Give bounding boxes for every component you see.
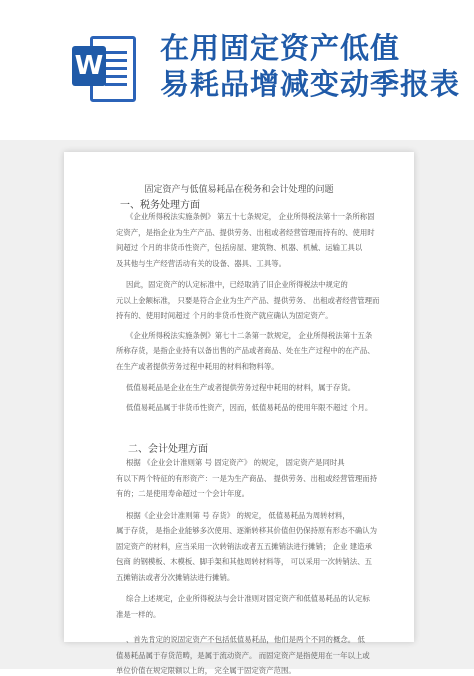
paragraph-line: 持有的、使用时间超过 个月的非货币性资产就应确认为固定资产。 xyxy=(116,311,333,320)
title-line-1: 在用固定资产低值 xyxy=(160,31,401,65)
paragraph-line: 在生产或者提供劳务过程中耗用的材料和物料等。 xyxy=(116,361,279,371)
header-banner xyxy=(0,0,474,140)
word-badge: W xyxy=(72,46,106,86)
paragraph-line: 准是一样的。 xyxy=(116,609,161,619)
paragraph-line: 间超过 个月的非货币性资产，包括房屋、建筑物、机器、机械、运输工具以 xyxy=(116,243,363,252)
word-document-icon xyxy=(72,32,134,100)
title-line-2: 易耗品增减变动季报表 xyxy=(160,67,461,101)
paragraph-line: 根据《企业会计准则第 号 存货》 的规定， 低值易耗品为周转材料， xyxy=(126,510,350,520)
paragraph-line: 及其他与生产经营活动有关的设备、器具、工具等。 xyxy=(116,258,286,268)
section-heading-tax: 一、税务处理方面 xyxy=(120,200,200,211)
paragraph-line: 低值易耗品是企业在生产或者提供劳务过程中耗用的材料，属于存货。 xyxy=(126,383,356,392)
paragraph-line: 元以上金额标准， 只要是符合企业为生产产品、提供劳务、 出租或者经营管理而 xyxy=(116,295,380,305)
paragraph-line: 根据 《企业会计准则第 号 固定资产》 的规定， 固定资产是同时具 xyxy=(126,458,345,467)
paragraph-line: 值易耗品属于存货范畴，是属于流动资产。 而固定资产是指使用在一年以上或 xyxy=(116,650,370,660)
paragraph-line: 因此，固定资产的认定标准中，已经取消了旧企业所得税法中规定的 xyxy=(126,280,348,289)
paragraph-line: 有的；二是使用寿命超过一个会计年度。 xyxy=(116,489,250,498)
paragraph-line: 、首先肯定的说固定资产不包括低值易耗品，他们是两个不同的概念。 低 xyxy=(126,635,365,644)
paragraph-line: 《企业所得税法实施条例》第七十二条第一款规定， 企业所得税法第十五条 xyxy=(126,330,373,340)
paragraph-line: 五摊销法或者分次摊销法进行摊销。 xyxy=(116,572,235,582)
paragraph-line: 低值易耗品属于非货币性资产，因而，低值易耗品的使用年限不超过 个月。 xyxy=(126,402,373,412)
paragraph-line: 定资产，是指企业为生产产品、提供劳务、出租或者经营管理而持有的、使用时 xyxy=(116,227,375,237)
paragraph-line: 《企业所得税法实施条例》 第五十七条规定， 企业所得税法第十一条所称固 xyxy=(126,212,375,221)
paragraph-line: 有以下两个特征的有形资产：一是为生产商品、 提供劳务、出租或经营管理而持 xyxy=(116,473,378,483)
document-title: 固定资产与低值易耗品在税务和会计处理的问题 xyxy=(144,185,334,195)
paragraph-line: 综合上述规定，企业所得税法与会计准则对固定资产和低值易耗品的认定标 xyxy=(126,594,370,603)
page-title xyxy=(160,30,470,102)
document-page xyxy=(64,152,414,675)
paragraph-line: 单位价值在规定限额以上的， 完全属于固定资产范围。 xyxy=(116,666,296,675)
paragraph-line: 属于存货， 是指企业能够多次使用、逐渐转移其价值但仍保持原有形态不确认为 xyxy=(116,526,378,535)
section-heading-accounting: 二、会计处理方面 xyxy=(128,444,208,455)
preview-area xyxy=(0,140,474,675)
paragraph-line: 固定资产的材料，应当采用一次转销法或者五五摊销法进行摊销； 企业 建造承 xyxy=(116,541,372,551)
paragraph-line: 所称存货，是指企业持有以备出售的产品或者商品、处在生产过程中的在产品、 xyxy=(116,346,375,355)
paragraph-line: 包商 的钢模板、木模板、脚手架和其他周转材料等， 可以采用一次转销法、五 xyxy=(116,557,372,566)
